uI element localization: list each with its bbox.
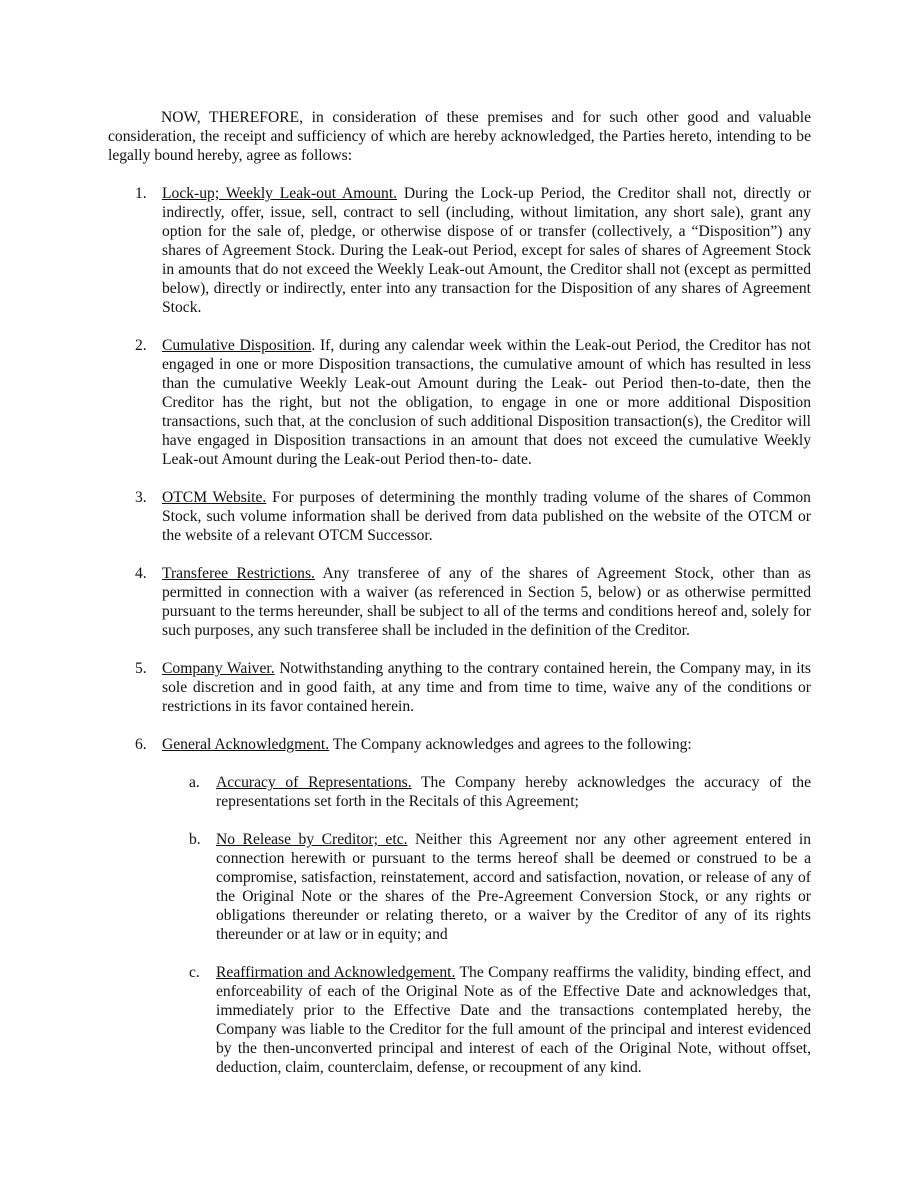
section-number: 2.	[135, 337, 147, 354]
subsection-heading: No Release by Creditor; etc.	[216, 831, 408, 848]
section-text	[162, 336, 811, 469]
section-body: Notwithstanding anything to the contrary contained herein, the Company may, in its sole discretion and in good faith, at any time and from time to time, waive any of the conditions or restrictions in its favor contained herein.	[162, 660, 811, 715]
document-page	[108, 108, 811, 1096]
section-heading: Lock-up; Weekly Leak-out Amount.	[162, 185, 398, 202]
section-text	[162, 659, 811, 716]
section-text	[162, 564, 811, 640]
subsection-body: Neither this Agreement nor any other agreement entered in connection herewith or pursuant to the terms hereof shall be deemed or construed to be a compromise, satisfaction, reinstatement, accord and satisfaction, novation, or release of any of the Original Note or the shares of the Pre-Agreement Conversion Stock, or any rights or obligations thereunder or relating thereto, or a waiver by the Creditor of any of its rights thereunder or at law or in equity; and	[216, 831, 811, 943]
section-heading: General Acknowledgment.	[162, 736, 330, 753]
section-text	[162, 488, 811, 545]
subsection-text	[216, 963, 811, 1077]
subsection-body: The Company reaffirms the validity, binding effect, and enforceability of each of the Original Note as of the Effective Date and acknowledges that, immediately prior to the Effective Date and the transactions contemplated hereby, the Company was liable to the Creditor for the full amount of the principal and interest evidenced by the then-unconverted principal and interest of each of the Original Note, without offset, deduction, claim, counterclaim, defense, or recoupment of any kind.	[216, 964, 811, 1076]
section-heading: Company Waiver.	[162, 660, 275, 677]
section-heading: Cumulative Disposition	[162, 337, 312, 354]
section-number: 3.	[135, 489, 147, 506]
subsection-body: The Company hereby acknowledges the accuracy of the representations set forth in the Recitals of this Agreement;	[216, 774, 811, 810]
subsection-letter: c.	[189, 964, 200, 981]
section-5	[108, 659, 811, 716]
section-body: Any transferee of any of the shares of Agreement Stock, other than as permitted in connection with a waiver (as referenced in Section 5, below) or as otherwise permitted pursuant to the terms hereunder, shall be subject to all of the terms and conditions hereof and, solely for such purposes, any such transferee shall be included in the definition of the Creditor.	[162, 565, 811, 639]
section-body: For purposes of determining the monthly trading volume of the shares of Common Stock, such volume information shall be derived from data published on the website of the OTCM or the website of a relevant OTCM Successor.	[162, 489, 811, 544]
section-body: The Company acknowledges and agrees to the following:	[329, 736, 692, 753]
subsection-list	[162, 773, 811, 1077]
section-6	[108, 735, 811, 1077]
section-text	[162, 184, 811, 317]
section-number: 1.	[135, 185, 147, 202]
section-body: During the Lock-up Period, the Creditor shall not, directly or indirectly, offer, issue, sell, contract to sell (including, without limitation, any short sale), grant any option for the sale of, pledge, or otherwise dispose of or transfer (collectively, a “Disposition”) any shares of Agreement Stock. During the Leak-out Period, except for sales of shares of Agreement Stock in amounts that do not exceed the Weekly Leak-out Amount, the Creditor shall not (except as permitted below), directly or indirectly, enter into any transaction for the Disposition of any shares of Agreement Stock.	[162, 185, 811, 316]
section-2	[108, 336, 811, 469]
section-number: 4.	[135, 565, 147, 582]
subsection-heading: Reaffirmation and Acknowledgement.	[216, 964, 456, 981]
numbered-section-list	[108, 184, 811, 1077]
section-text	[162, 735, 811, 754]
subsection-letter: b.	[189, 831, 201, 848]
section-1	[108, 184, 811, 317]
subsection-text	[216, 830, 811, 944]
section-3	[108, 488, 811, 545]
section-number: 5.	[135, 660, 147, 677]
subsection-letter: a.	[189, 774, 200, 791]
subsection-heading: Accuracy of Representations.	[216, 774, 412, 791]
intro-paragraph: NOW, THEREFORE, in consideration of these premises and for such other good and valuable consideration, the receipt and sufficiency of which are hereby acknowledged, the Parties hereto, intending to be legally bound hereby, agree as follows:	[108, 109, 811, 164]
section-body: . If, during any calendar week within the Leak-out Period, the Creditor has not engaged in one or more Disposition transactions, the cumulative amount of which has resulted in less than the cumulative Weekly Leak-out Amount during the Leak- out Period then-to-date, then the Creditor has the right, but not the obligation, to engage in one or more additional Disposition transactions, such that, at the conclusion of such additional Disposition transaction(s), the Creditor will have engaged in Disposition transactions in an amount that does not exceed the cumulative Weekly Leak-out Amount during the Leak-out Period then-to- date.	[162, 337, 811, 468]
section-heading: Transferee Restrictions.	[162, 565, 315, 582]
subsection-a	[162, 773, 811, 811]
section-heading: OTCM Website.	[162, 489, 267, 506]
subsection-text	[216, 773, 811, 811]
section-4	[108, 564, 811, 640]
subsection-b	[162, 830, 811, 944]
subsection-c	[162, 963, 811, 1077]
section-number: 6.	[135, 736, 147, 753]
